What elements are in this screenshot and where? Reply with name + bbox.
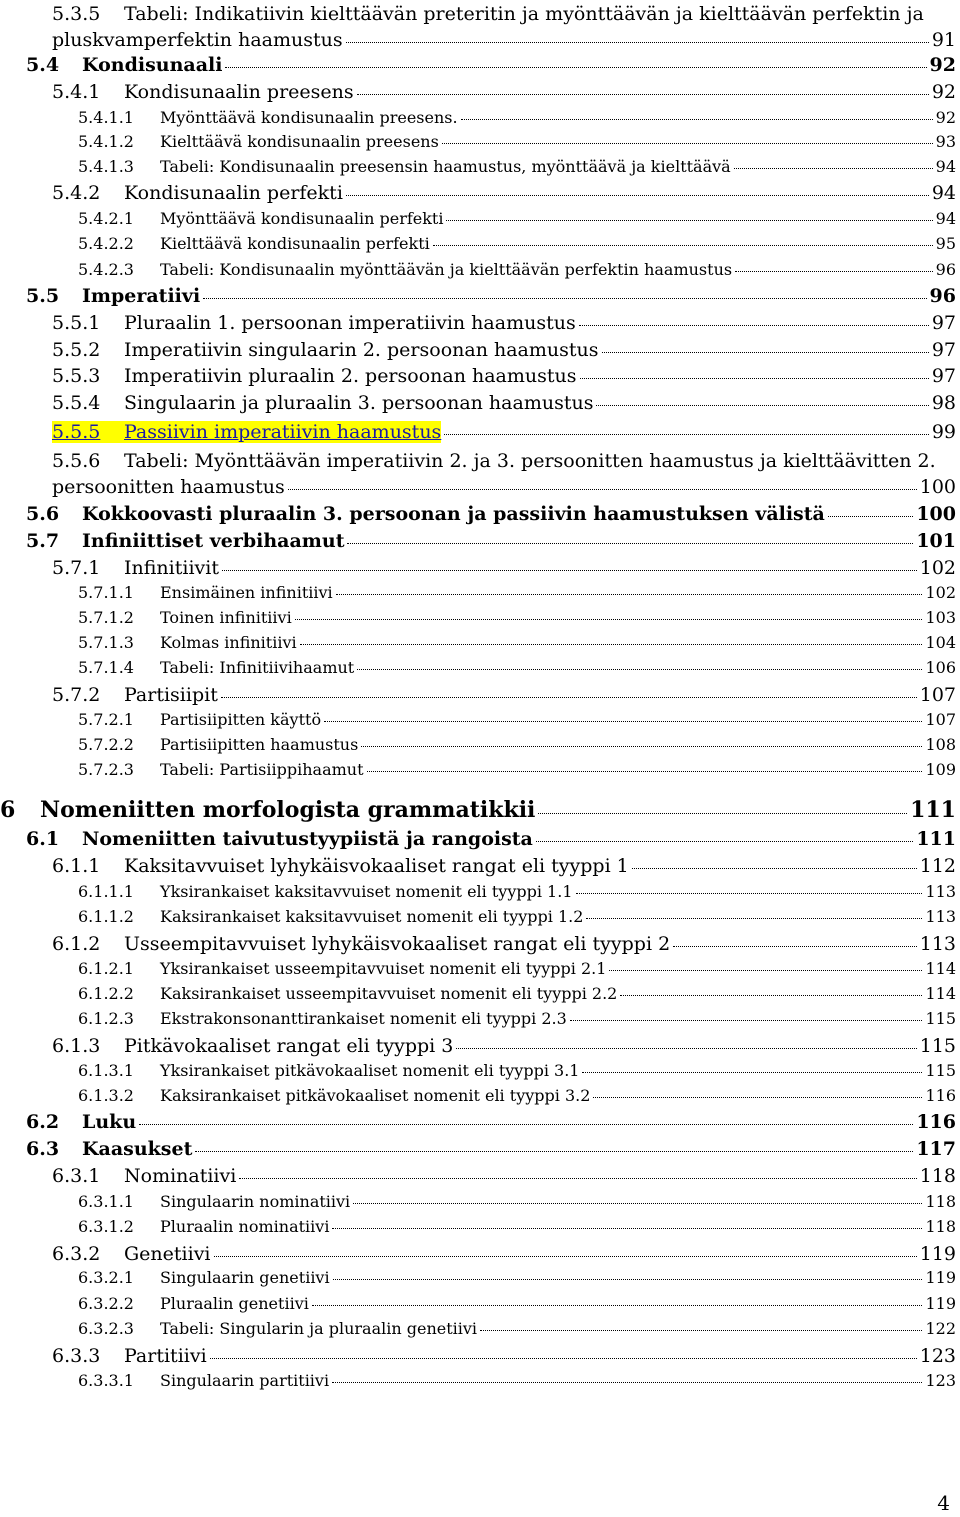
toc-entry-number: 6.3.1.1 [78, 1192, 134, 1211]
toc-leader-dots [582, 1071, 922, 1073]
toc-entry[interactable] [78, 907, 956, 926]
toc-entry-title: Kondisunaali [82, 54, 223, 76]
toc-entry-page: 94 [931, 182, 956, 204]
toc-leader-dots [536, 840, 913, 842]
toc-leader-dots [620, 994, 922, 996]
toc-entry[interactable] [78, 658, 956, 677]
page-number: 4 [937, 1491, 950, 1515]
toc-entry[interactable] [78, 735, 956, 754]
toc-entry-number: 6.1.2.3 [78, 1009, 134, 1028]
toc-entry-number: 6.3.3 [52, 1345, 101, 1367]
toc-entry[interactable] [78, 1009, 956, 1028]
toc-leader-dots [456, 1047, 916, 1049]
toc-entry-page: 101 [916, 530, 956, 552]
toc-entry-page: 115 [919, 1035, 956, 1057]
toc-leader-dots [353, 1202, 922, 1204]
toc-entry-page: 115 [925, 1061, 956, 1080]
toc-entry-number: 5.7.2.3 [78, 760, 134, 779]
toc-entry[interactable] [26, 1138, 956, 1160]
toc-entry[interactable] [78, 583, 956, 602]
toc-entry-title: Partisiipitten haamustus [160, 735, 359, 754]
toc-entry-number: 6.1 [26, 828, 60, 850]
toc-entry-page: 116 [925, 1086, 956, 1105]
toc-entry-number: 6.1.1 [52, 855, 101, 877]
toc-entry-page: 94 [935, 209, 956, 228]
toc-leader-dots [586, 917, 922, 919]
toc-entry-title: Partisiipit [124, 684, 218, 706]
toc-entry-title: Partisiipitten käyttö [160, 710, 322, 729]
toc-entry-number: 5.4.2 [52, 182, 101, 204]
toc-entry[interactable] [78, 234, 956, 253]
toc-entry-page: 107 [919, 684, 956, 706]
toc-leader-dots [332, 1381, 922, 1383]
toc-entry-title: Singulaarin genetiivi [160, 1268, 330, 1287]
toc-entry-number: 5.5.5 [52, 421, 124, 443]
toc-entry-5-3-5-line2[interactable] [52, 29, 956, 51]
toc-entry-number: 6.3.2 [52, 1243, 101, 1265]
toc-entry-page: 107 [925, 710, 956, 729]
toc-entry-title: Kokkoovasti pluraalin 3. persoonan ja passiivin haamustuksen välistä [82, 503, 825, 525]
toc-entry-page: 118 [919, 1165, 956, 1187]
toc-leader-dots [579, 324, 929, 326]
toc-leader-dots [828, 515, 913, 517]
toc-entry[interactable] [78, 633, 956, 652]
toc-entry-page: 92 [931, 81, 956, 103]
toc-entry[interactable] [52, 339, 956, 361]
toc-entry-number: 5.3.5 [52, 3, 101, 25]
toc-entry[interactable] [78, 1086, 956, 1105]
toc-leader-dots [602, 351, 929, 353]
toc-entry-title: Kaksitavvuiset lyhykäisvokaaliset rangat eli tyyppi 1 [124, 855, 629, 877]
toc-entry-title: Tabeli: Kondisunaalin preesensin haamustus, myönttäävä ja kielttäävä [160, 157, 731, 176]
toc-entry-title: Passiivin imperatiivin haamustus [124, 421, 442, 443]
toc-entry-5-5-6-line1[interactable] [52, 450, 936, 472]
toc-entry-title: Singulaarin partitiivi [160, 1371, 330, 1390]
toc-entry-highlighted[interactable] [52, 421, 956, 443]
toc-entry-number: 6.3 [26, 1138, 60, 1160]
toc-entry-title: Yksirankaiset kaksitavvuiset nomenit eli tyyppi 1.1 [160, 882, 573, 901]
toc-entry[interactable] [78, 760, 956, 779]
toc-leader-dots [336, 593, 923, 595]
toc-entry[interactable] [78, 710, 956, 729]
toc-leader-dots [596, 404, 928, 406]
toc-leader-dots [609, 969, 922, 971]
toc-entry[interactable] [78, 882, 956, 901]
toc-entry-page: 98 [931, 392, 956, 414]
toc-entry-page: 123 [919, 1345, 956, 1367]
toc-entry[interactable] [52, 392, 956, 414]
toc-leader-dots [300, 643, 923, 645]
toc-entry-number: 6 [0, 797, 16, 823]
toc-entry-page: 119 [925, 1268, 956, 1287]
toc-leader-dots [433, 244, 933, 246]
toc-leader-dots [346, 41, 929, 43]
toc-entry-page: 114 [925, 959, 956, 978]
toc-entry-number: 5.4.1 [52, 81, 101, 103]
toc-entry-number: 6.1.3.1 [78, 1061, 134, 1080]
toc-entry[interactable] [52, 182, 956, 204]
toc-entry-title: Pluraalin 1. persoonan imperatiivin haamustus [124, 312, 576, 334]
toc-entry-number: 5.6 [26, 503, 60, 525]
toc-entry-title: Tabeli: Partisiippihaamut [160, 760, 364, 779]
toc-entry-title: Partitiivi [124, 1345, 207, 1367]
toc-entry-page: 94 [935, 157, 956, 176]
toc-entry-number: 5.4 [26, 54, 60, 76]
toc-leader-dots [444, 433, 929, 435]
toc-entry-number: 6.1.2.1 [78, 959, 134, 978]
toc-entry-title: Kondisunaalin perfekti [124, 182, 343, 204]
toc-entry-title: Kielttäävä kondisunaalin preesens [160, 132, 439, 151]
toc-entry[interactable] [78, 108, 956, 127]
toc-entry-page: 99 [931, 421, 956, 443]
toc-entry-page: 122 [925, 1319, 956, 1338]
toc-leader-dots [239, 1177, 916, 1179]
toc-entry[interactable] [78, 209, 956, 228]
toc-leader-dots [357, 668, 922, 670]
toc-entry-number: 5.4.1.3 [78, 157, 134, 176]
toc-entry-number: 5.5.4 [52, 392, 101, 414]
toc-leader-dots [576, 892, 923, 894]
toc-entry[interactable] [26, 530, 956, 552]
toc-entry-5-3-5-line1[interactable] [52, 3, 924, 25]
toc-leader-dots [312, 1304, 923, 1306]
toc-entry-title: Singulaarin ja pluraalin 3. persoonan haamustus [124, 392, 594, 414]
toc-entry-title: Myönttäävä kondisunaalin preesens. [160, 108, 458, 127]
toc-entry-page: 109 [925, 760, 956, 779]
toc-entry-title: Kaksirankaiset pitkävokaaliset nomenit eli tyyppi 3.2 [160, 1086, 591, 1105]
toc-entry-number: 6.3.1.2 [78, 1217, 134, 1236]
toc-entry-number: 5.5.1 [52, 312, 101, 334]
toc-entry[interactable] [52, 1165, 956, 1187]
toc-entry-number: 5.7.2 [52, 684, 101, 706]
toc-entry-number: 6.1.2 [52, 933, 101, 955]
toc-entry-page: 92 [929, 54, 956, 76]
toc-leader-dots [221, 696, 917, 698]
toc-leader-dots [295, 618, 923, 620]
toc-entry-page: 102 [919, 557, 956, 579]
toc-entry-number: 6.1.3.2 [78, 1086, 134, 1105]
toc-entry-page: 117 [916, 1138, 956, 1160]
toc-entry-number: 5.4.2.1 [78, 209, 134, 228]
toc-leader-dots [442, 142, 933, 144]
toc-entry-title: Tabeli: Infinitiivihaamut [160, 658, 355, 677]
toc-entry[interactable] [52, 1243, 956, 1265]
toc-entry-title: Kaksirankaiset kaksitavvuiset nomenit eli tyyppi 1.2 [160, 907, 584, 926]
toc-entry-page: 113 [925, 882, 956, 901]
toc-entry[interactable] [78, 1319, 956, 1338]
toc-entry[interactable] [26, 828, 956, 850]
toc-leader-dots [734, 167, 933, 169]
toc-entry-title: Kielttäävä kondisunaalin perfekti [160, 234, 430, 253]
toc-entry-number: 6.1.1.2 [78, 907, 134, 926]
toc-entry-number: 5.7.1.3 [78, 633, 134, 652]
toc-leader-dots [347, 542, 913, 544]
toc-leader-dots [632, 867, 917, 869]
toc-entry-page: 119 [925, 1294, 956, 1313]
toc-entry-number: 5.7.1.2 [78, 608, 134, 627]
toc-entry-page: 103 [925, 608, 956, 627]
toc-entry-title: Infinitiivit [124, 557, 219, 579]
toc-entry-number: 5.7.1.4 [78, 658, 134, 677]
toc-entry-number: 5.5.6 [52, 450, 101, 472]
toc-leader-dots [461, 118, 933, 120]
toc-leader-dots [580, 377, 929, 379]
toc-entry-title: Infiniittiset verbihaamut [82, 530, 345, 552]
toc-entry-number: 6.3.2.1 [78, 1268, 134, 1287]
toc-entry-5-5-6-line2[interactable] [52, 476, 956, 498]
toc-entry-number: 5.4.2.2 [78, 234, 134, 253]
toc-leader-dots [203, 297, 926, 299]
toc-leader-dots [214, 1255, 917, 1257]
toc-entry[interactable] [52, 365, 956, 387]
toc-entry-page: 92 [935, 108, 956, 127]
toc-leader-dots [673, 945, 917, 947]
toc-entry-number: 5.7.2.2 [78, 735, 134, 754]
toc-entry[interactable] [78, 1061, 956, 1080]
toc-entry-number: 6.3.2.3 [78, 1319, 134, 1338]
toc-entry-number: 5.4.1.1 [78, 108, 134, 127]
toc-entry-title: Imperatiivin singulaarin 2. persoonan haamustus [124, 339, 599, 361]
toc-entry[interactable] [78, 959, 956, 978]
toc-entry-page: 96 [929, 285, 956, 307]
toc-entry-title: Imperatiivin pluraalin 2. persoonan haamustus [124, 365, 577, 387]
toc-entry-title: Pluraalin genetiivi [160, 1294, 309, 1313]
toc-entry-page: 97 [931, 339, 956, 361]
toc-entry[interactable] [52, 684, 956, 706]
toc-leader-dots [222, 569, 917, 571]
toc-entry-title: Yksirankaiset pitkävokaaliset nomenit eli tyyppi 3.1 [160, 1061, 580, 1080]
toc-leader-dots [357, 93, 929, 95]
toc-entry-title-continued: pluskvamperfektin haamustus [52, 29, 343, 51]
toc-entry-page: 97 [931, 365, 956, 387]
toc-entry[interactable] [26, 1111, 956, 1133]
toc-leader-dots [139, 1123, 913, 1125]
toc-leader-dots [346, 194, 929, 196]
toc-leader-dots [288, 488, 917, 490]
toc-entry-title: Pitkävokaaliset rangat eli tyyppi 3 [124, 1035, 454, 1057]
toc-entry[interactable] [52, 1035, 956, 1057]
toc-entry[interactable] [52, 855, 956, 877]
toc-entry-page: 97 [931, 312, 956, 334]
toc-entry-number: 5.4.2.3 [78, 260, 134, 279]
toc-entry-title: Pluraalin nominatiivi [160, 1217, 330, 1236]
toc-entry-title: Tabeli: Myönttäävän imperatiivin 2. ja 3. persoonitten haamustus ja kielttäävitten 2. [124, 450, 936, 472]
toc-entry[interactable] [26, 285, 956, 307]
toc-leader-dots [324, 720, 922, 722]
toc-entry[interactable] [78, 260, 956, 279]
toc-entry-number: 5.4.1.2 [78, 132, 134, 151]
toc-entry-page: 93 [935, 132, 956, 151]
toc-entry-title: Tabeli: Kondisunaalin myönttäävän ja kielttäävän perfektin haamustus [160, 260, 733, 279]
toc-entry[interactable] [78, 1371, 956, 1390]
toc-entry-title: Genetiivi [124, 1243, 211, 1265]
toc-entry[interactable] [78, 1192, 956, 1211]
toc-entry-page: 111 [916, 828, 956, 850]
toc-entry-title: Tabeli: Singularin ja pluraalin genetiivi [160, 1319, 478, 1338]
toc-entry-title: Luku [82, 1111, 137, 1133]
toc-entry-title: Toinen infinitiivi [160, 608, 292, 627]
toc-leader-dots [480, 1329, 922, 1331]
toc-entry-title: Ensimäinen infinitiivi [160, 583, 333, 602]
toc-entry[interactable] [52, 81, 956, 103]
toc-entry-number: 6.1.2.2 [78, 984, 134, 1003]
toc-entry-number: 6.3.1 [52, 1165, 101, 1187]
toc-entry-page: 112 [919, 855, 956, 877]
toc-entry[interactable] [78, 1268, 956, 1287]
toc-entry-title: Imperatiivi [82, 285, 201, 307]
toc-entry-page: 116 [916, 1111, 956, 1133]
toc-leader-dots [538, 812, 907, 814]
toc-entry-page: 104 [925, 633, 956, 652]
toc-leader-dots [367, 770, 923, 772]
toc-entry[interactable] [78, 608, 956, 627]
toc-entry[interactable] [52, 1345, 956, 1367]
toc-leader-dots [210, 1357, 917, 1359]
toc-leader-dots [593, 1096, 922, 1098]
toc-entry-number: 5.7.1 [52, 557, 101, 579]
toc-entry-page: 100 [916, 503, 956, 525]
toc-entry-number: 6.1.3 [52, 1035, 101, 1057]
toc-entry-page: 118 [925, 1192, 956, 1211]
toc-entry-number: 5.5.3 [52, 365, 101, 387]
toc-entry-page: 113 [919, 933, 956, 955]
toc-entry-page: 111 [910, 797, 956, 823]
toc-entry-title: Kaasukset [82, 1138, 193, 1160]
toc-entry-title: Kaksirankaiset usseempitavvuiset nomenit eli tyyppi 2.2 [160, 984, 618, 1003]
toc-entry-title: Singulaarin nominatiivi [160, 1192, 351, 1211]
toc-leader-dots [570, 1019, 923, 1021]
toc-entry-page: 106 [925, 658, 956, 677]
toc-entry-title: Kolmas infinitiivi [160, 633, 297, 652]
toc-entry-title: Yksirankaiset usseempitavvuiset nomenit eli tyyppi 2.1 [160, 959, 607, 978]
toc-leader-dots [446, 219, 932, 221]
toc-entry[interactable] [78, 157, 956, 176]
toc-entry[interactable] [52, 933, 956, 955]
toc-entry-page: 102 [925, 583, 956, 602]
toc-entry-number: 6.3.3.1 [78, 1371, 134, 1390]
toc-entry-title: Kondisunaalin preesens [124, 81, 354, 103]
toc-entry-title: Nominatiivi [124, 1165, 237, 1187]
toc-entry[interactable] [26, 503, 956, 525]
toc-leader-dots [332, 1227, 922, 1229]
toc-entry-title: Ekstrakonsonanttirankaiset nomenit eli tyyppi 2.3 [160, 1009, 567, 1028]
toc-entry-page: 96 [935, 260, 956, 279]
toc-entry-title-continued: persoonitten haamustus [52, 476, 285, 498]
toc-entry-title: Usseempitavvuiset lyhykäisvokaaliset rangat eli tyyppi 2 [124, 933, 671, 955]
toc-entry[interactable] [78, 132, 956, 151]
toc-entry-page: 123 [925, 1371, 956, 1390]
toc-leader-dots [735, 270, 933, 272]
toc-entry[interactable] [52, 557, 956, 579]
toc-entry-title: Nomeniitten morfologista grammatikkii [40, 797, 536, 823]
toc-entry-number: 5.5 [26, 285, 60, 307]
toc-entry[interactable] [78, 984, 956, 1003]
toc-leader-dots [361, 745, 922, 747]
toc-entry-number: 5.7.1.1 [78, 583, 134, 602]
toc-leader-dots [333, 1278, 923, 1280]
toc-entry-page: 91 [931, 29, 956, 51]
toc-entry-page: 100 [919, 476, 956, 498]
toc-entry-page: 115 [925, 1009, 956, 1028]
toc-entry-page: 118 [925, 1217, 956, 1236]
toc-entry-page: 119 [919, 1243, 956, 1265]
toc-entry-title: Tabeli: Indikatiivin kielttäävän preteritin ja myönttäävän ja kielttäävän perfektin ja [124, 3, 924, 25]
toc-entry[interactable] [0, 797, 956, 823]
toc-entry-title: Nomeniitten taivutustyypiistä ja rangoista [82, 828, 533, 850]
toc-leader-dots [195, 1150, 913, 1152]
toc-entry-number: 6.1.1.1 [78, 882, 134, 901]
toc-leader-dots [225, 66, 926, 68]
toc-entry-number: 6.3.2.2 [78, 1294, 134, 1313]
toc-entry-number: 6.2 [26, 1111, 60, 1133]
toc-entry-page: 114 [925, 984, 956, 1003]
toc-entry-page: 108 [925, 735, 956, 754]
toc-entry-page: 95 [935, 234, 956, 253]
toc-entry-number: 5.7.2.1 [78, 710, 134, 729]
toc-entry[interactable] [78, 1217, 956, 1236]
toc-entry[interactable] [52, 312, 956, 334]
toc-entry-number: 5.7 [26, 530, 60, 552]
toc-entry-number: 5.5.2 [52, 339, 101, 361]
toc-entry-title: Myönttäävä kondisunaalin perfekti [160, 209, 444, 228]
toc-entry[interactable] [78, 1294, 956, 1313]
toc-entry-page: 113 [925, 907, 956, 926]
toc-entry[interactable] [26, 54, 956, 76]
